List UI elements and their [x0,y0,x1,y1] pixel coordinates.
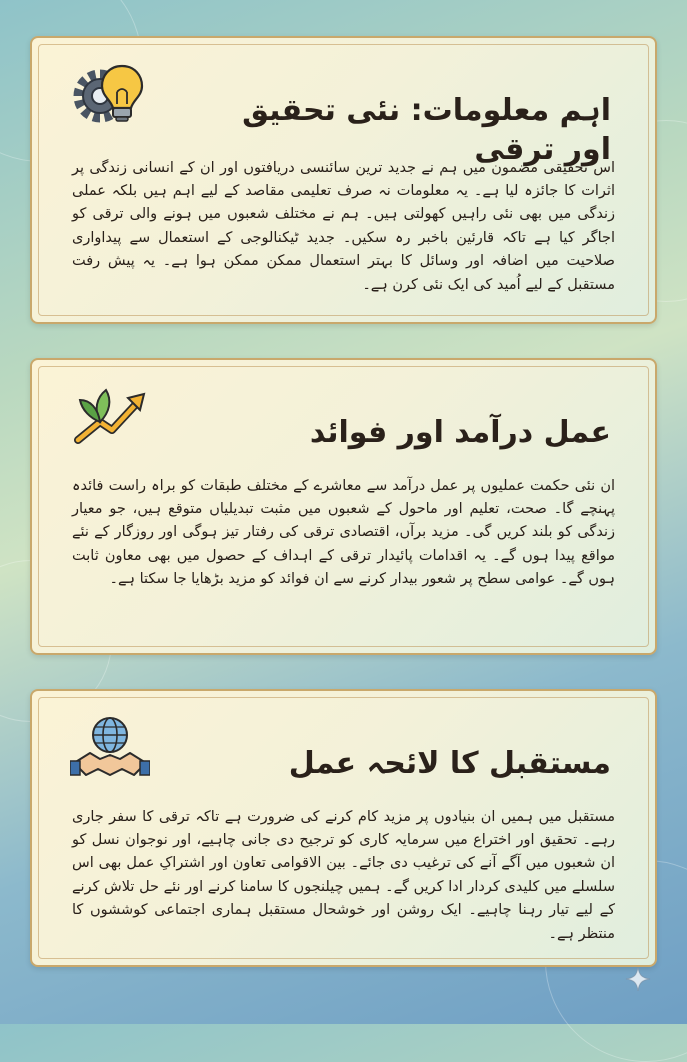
section-body: اس تحقیقی مضمون میں ہم نے جدید ترین سائنسی دریافتوں اور ان کے انسانی زندگی پر اثرات کا جائزہ لیا ہے۔ یہ معلومات نہ صرف تعلیمی مقاصد کے لیے اہم ہیں بلکہ عملی زندگی میں بھی نئی راہیں کھولتی ہیں۔ ہم نے مختلف شعبوں میں ہونے والی ترقی کو اجاگر کیا ہے تاکہ قارئین باخبر رہ سکیں۔ جدید ٹیکنالوجی کے استعمال سے پیداواری صلاحیت میں اضافہ اور وسائل کا بہتر استعمال ممکن ممکن ہوا ہے۔ یہ پیش رفت مستقبل کے لیے اُمید کی ایک نئی کرن ہے۔ [72,159,615,293]
section-title: اہم معلومات: نئی تحقیق اور ترقی [242,92,611,167]
section-title: عمل درآمد اور فوائد [309,414,611,450]
gear-lightbulb-icon [70,60,150,130]
section-body: مستقبل میں ہمیں ان بنیادوں پر مزید کام کرنے کی ضرورت ہے تاکہ ترقی کا سفر جاری رہے۔ تحقیق اور اختراع میں سرمایہ کاری کو ترجیح دی جانی چاہیے، اور نوجوان نسل کو ان شعبوں میں آگے آنے کی ترغیب دی جائے۔ بین الاقوامی تعاون اور اشتراکِ عمل بھی اس سلسلے میں کلیدی کردار ادا کریں گے۔ ہمیں چیلنجوں کا سامنا کرنے اور نئے حل تلاش کرنے کے لیے تیار رہنا چاہیے۔ ایک روشن اور خوشحال مستقبل ہماری اجتماعی کوششوں کا منتظر ہے۔ [72,808,615,942]
section-title: مستقبل کا لائحہ عمل [288,745,611,781]
growth-chart-icon [70,382,150,452]
info-card-future [30,689,657,967]
section-body: ان نئی حکمت عملیوں پر عمل درآمد سے معاشرے کے مختلف طبقات کو براہ راست فائدہ پہنچے گا۔ صحت، تعلیم اور ماحول کے شعبوں میں مثبت تبدیلیاں متوقع ہیں، جو معیار زندگی کو بلند کریں گی۔ مزید برآں، اقتصادی ترقی کی رفتار تیز ہوگی اور روزگار کے نئے مواقع پیدا ہوں گے۔ یہ اقدامات پائیدار ترقی کے اہداف کے حصول میں بھی معاون ثابت ہوں گے۔ عوامی سطح پر شعور بیدار کرنے سے ان فوائد کو مزید بڑھایا جا سکتا ہے۔ [72,477,615,588]
info-card-research [30,36,657,324]
sparkle-icon [625,966,651,992]
info-card-implementation [30,358,657,655]
globe-handshake-icon [70,713,150,783]
